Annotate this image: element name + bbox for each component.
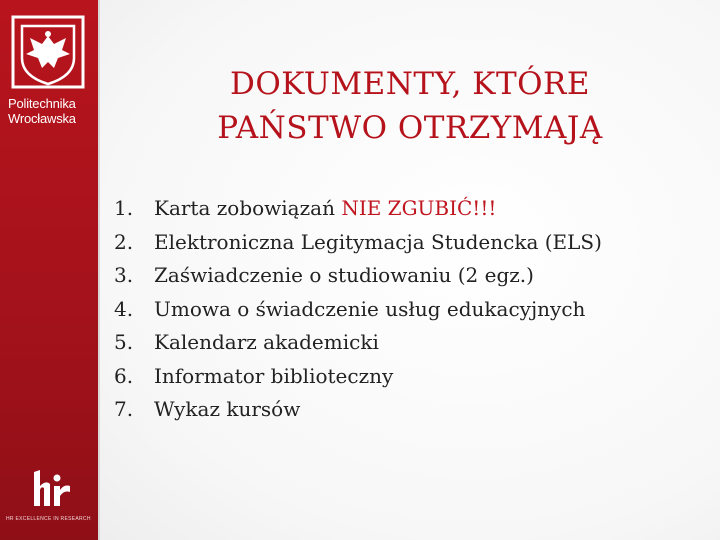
title-line-1: DOKUMENTY, KTÓRE [229,66,591,102]
university-name [8,96,94,126]
item-text: Wykaz kursów [154,397,301,421]
hr-excellence-logo-icon [28,466,72,510]
list-item [114,360,602,394]
item-number: 6. [114,363,134,388]
item-number: 3. [114,263,134,287]
slide-title [110,62,710,150]
item-text: Kalendarz akademicki [154,330,379,354]
item-text: Elektroniczna Legitymacja Studencka (ELS) [154,229,602,254]
item-highlight: NIE ZGUBIĆ!!! [341,196,497,220]
sidebar [0,0,98,540]
university-name-line-2: Wrocławska [8,111,76,126]
item-number: 4. [114,296,134,321]
list-item [114,393,602,427]
item-number: 2. [114,229,134,254]
title-line-2: PAŃSTWO OTRZYMAJĄ [217,110,603,146]
item-text: Karta zobowiązań [154,196,342,220]
item-text: Zaświadczenie o studiowaniu (2 egz.) [154,263,534,287]
item-number: 7. [114,397,134,421]
list-item [114,259,602,293]
item-text: Umowa o świadczenie usług edukacyjnych [154,296,586,321]
list-item [114,192,602,226]
documents-list [114,192,602,427]
university-name-line-1: Politechnika [8,96,76,111]
item-number: 1. [114,196,134,220]
list-item [114,293,602,327]
list-item [114,326,602,360]
hr-caption: HR EXCELLENCE IN RESEARCH [6,516,91,522]
list-item [114,226,602,260]
university-emblem-icon [10,14,86,90]
item-text: Informator biblioteczny [154,363,394,388]
item-number: 5. [114,330,134,354]
